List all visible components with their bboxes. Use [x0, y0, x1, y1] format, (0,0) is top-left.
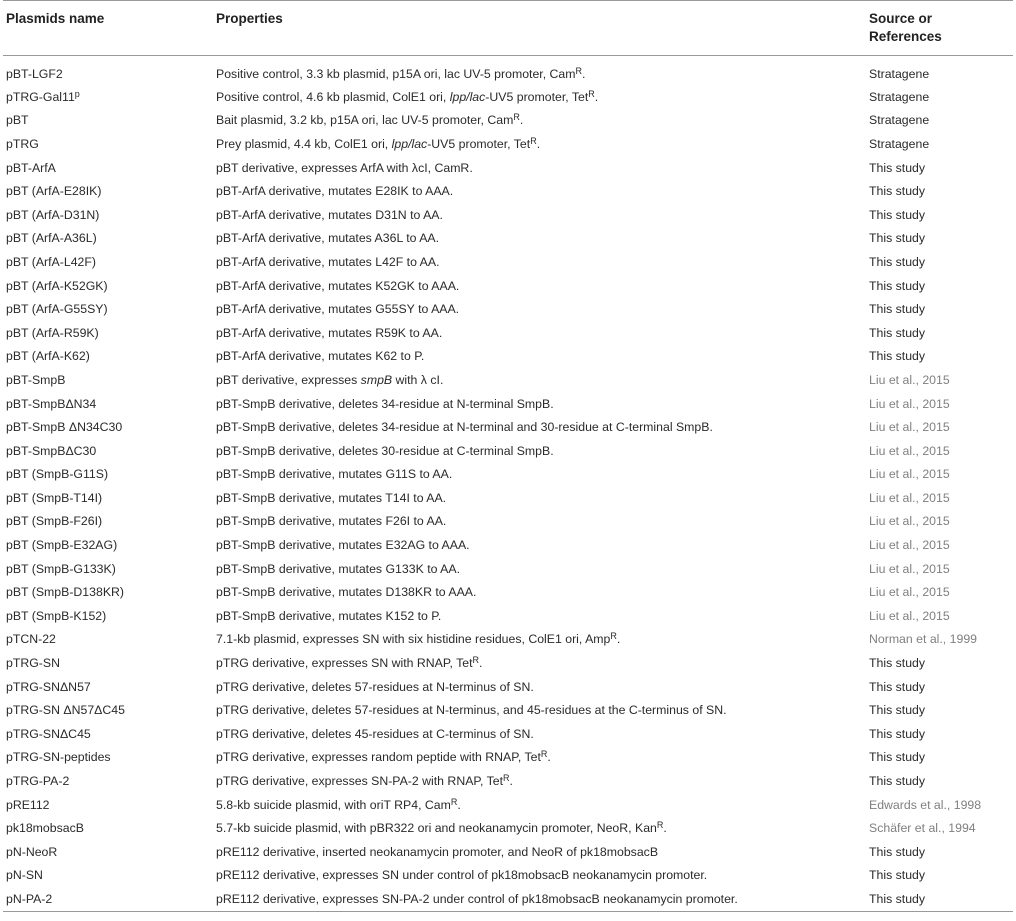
properties-cell — [216, 132, 869, 156]
plasmid-name: pBT (ArfA-G55SY) — [6, 302, 108, 317]
plasmid-name: pBT (ArfA-A36L) — [6, 231, 97, 246]
plasmid-name: pBT-ArfA — [6, 160, 56, 175]
properties-text: Positive control, 4.6 kb plasmid, ColE1 ori, — [216, 89, 450, 104]
plasmid-name: pBT (ArfA-K62) — [6, 349, 90, 364]
source-cell — [869, 368, 1013, 392]
source-cell — [869, 56, 1013, 86]
properties-text: pBT-SmpB derivative, mutates E32AG to AAA. — [216, 538, 470, 553]
plasmid-name: pTRG-SN — [6, 656, 60, 671]
plasmid-name: pBT (ArfA-R59K) — [6, 325, 99, 340]
properties-cell — [216, 510, 869, 534]
properties-cell — [216, 85, 869, 109]
header-properties: Properties — [216, 11, 283, 26]
table-row — [3, 132, 1013, 156]
plasmid-name-cell — [3, 179, 216, 203]
table-row — [3, 345, 1013, 369]
plasmid-name: pBT (ArfA-L42F) — [6, 254, 96, 269]
reference-link[interactable]: Liu et al., 2015 — [869, 514, 950, 529]
properties-text: pBT-ArfA derivative, mutates K62 to P. — [216, 349, 425, 364]
table-row — [3, 368, 1013, 392]
properties-tail: . — [663, 821, 667, 836]
reference-link[interactable]: Liu et al., 2015 — [869, 490, 950, 505]
table-row — [3, 85, 1013, 109]
source-cell — [869, 675, 1013, 699]
properties-tail: . — [457, 797, 461, 812]
source-cell — [869, 392, 1013, 416]
plasmid-name-cell — [3, 580, 216, 604]
table-row — [3, 628, 1013, 652]
properties-cell — [216, 250, 869, 274]
properties-cell — [216, 746, 869, 770]
table-row — [3, 816, 1013, 840]
plasmid-name: pBT-SmpB — [6, 372, 66, 387]
properties-text: Bait plasmid, 3.2 kb, p15A ori, lac UV-5 promoter, Cam — [216, 113, 514, 128]
plasmid-name: pBT-LGF2 — [6, 66, 63, 81]
properties-cell — [216, 604, 869, 628]
properties-text: pBT-ArfA derivative, mutates E28IK to AAA. — [216, 184, 454, 199]
source-text: This study — [869, 231, 926, 246]
resistance-superscript: R — [610, 631, 617, 642]
plasmid-name-cell — [3, 439, 216, 463]
reference-link[interactable]: Liu et al., 2015 — [869, 561, 950, 576]
plasmid-name-cell — [3, 510, 216, 534]
properties-text: pBT-SmpB derivative, mutates F26I to AA. — [216, 514, 447, 529]
properties-cell — [216, 415, 869, 439]
source-text: This study — [869, 750, 926, 765]
reference-link[interactable]: Norman et al., 1999 — [869, 632, 978, 647]
properties-tail: . — [616, 632, 621, 647]
properties-text: pRE112 derivative, expresses SN under control of pk18mobsacB neokanamycin promoter. — [216, 868, 708, 883]
table-row — [3, 840, 1013, 864]
properties-italic: lpp/lac — [449, 89, 486, 104]
table-row — [3, 746, 1013, 770]
plasmid-name-cell — [3, 698, 216, 722]
plasmid-name-cell — [3, 533, 216, 557]
plasmid-name: pBT (ArfA-E28IK) — [6, 184, 102, 199]
plasmid-name-cell — [3, 887, 216, 911]
properties-cell — [216, 580, 869, 604]
plasmid-name: pBT — [6, 113, 29, 128]
source-cell — [869, 227, 1013, 251]
table-row — [3, 675, 1013, 699]
plasmid-name: pBT (SmpB-G133K) — [6, 561, 116, 576]
plasmid-name-cell — [3, 486, 216, 510]
properties-text: pBT-ArfA derivative, mutates K52GK to AAA. — [216, 278, 460, 293]
source-cell — [869, 321, 1013, 345]
plasmid-name-cell — [3, 793, 216, 817]
plasmid-name: pTRG-SN ΔN57ΔC45 — [6, 703, 125, 718]
properties-cell — [216, 321, 869, 345]
plasmid-name-cell — [3, 604, 216, 628]
source-cell — [869, 840, 1013, 864]
properties-text: pBT-SmpB derivative, deletes 30-residue at C-terminal SmpB. — [216, 443, 554, 458]
table-row — [3, 651, 1013, 675]
properties-text: pBT-ArfA derivative, mutates G55SY to AAA. — [216, 302, 460, 317]
source-text: This study — [869, 254, 926, 269]
plasmid-name: pN-SN — [6, 868, 43, 883]
source-cell — [869, 250, 1013, 274]
table-row — [3, 722, 1013, 746]
properties-text: pBT-SmpB derivative, deletes 34-residue at N-terminal and 30-residue at C-terminal SmpB. — [216, 420, 713, 435]
plasmid-name: pBT (SmpB-K152) — [6, 608, 107, 623]
properties-text: pTRG derivative, expresses random peptide with RNAP, Tet — [216, 750, 541, 765]
source-cell — [869, 439, 1013, 463]
resistance-superscript: R — [513, 112, 520, 123]
table-row — [3, 274, 1013, 298]
source-cell — [869, 297, 1013, 321]
properties-text: pBT-SmpB derivative, mutates G133K to AA. — [216, 561, 461, 576]
plasmid-name: pBT-SmpBΔC30 — [6, 443, 97, 458]
plasmid-name-cell — [3, 274, 216, 298]
properties-text: 5.7-kb suicide plasmid, with pBR322 ori and neokanamycin promoter, NeoR, Kan — [216, 821, 657, 836]
reference-link[interactable]: Liu et al., 2015 — [869, 396, 950, 411]
plasmid-name-cell — [3, 746, 216, 770]
properties-text-cont: with λ cI. — [392, 372, 444, 387]
properties-cell — [216, 722, 869, 746]
plasmid-name: pBT (SmpB-D138KR) — [6, 585, 124, 600]
properties-cell — [216, 864, 869, 888]
properties-tail: . — [509, 774, 513, 789]
properties-text: pBT-SmpB derivative, deletes 34-residue at N-terminal SmpB. — [216, 396, 554, 411]
properties-text: pBT-ArfA derivative, mutates L42F to AA. — [216, 254, 440, 269]
table-row — [3, 250, 1013, 274]
properties-tail: . — [547, 750, 551, 765]
table-row — [3, 510, 1013, 534]
properties-text: pBT derivative, expresses — [216, 372, 361, 387]
source-cell — [869, 274, 1013, 298]
properties-text: pRE112 derivative, expresses SN-PA-2 under control of pk18mobsacB neokanamycin promoter. — [216, 891, 738, 906]
properties-cell — [216, 227, 869, 251]
source-text: This study — [869, 278, 926, 293]
plasmid-name-cell — [3, 415, 216, 439]
properties-text: pTRG derivative, expresses SN with RNAP, Tet — [216, 656, 473, 671]
properties-text: pRE112 derivative, inserted neokanamycin promoter, and NeoR of pk18mobsacB — [216, 844, 659, 859]
plasmid-name-cell — [3, 651, 216, 675]
source-cell — [869, 510, 1013, 534]
plasmid-name: pN-NeoR — [6, 844, 58, 859]
source-cell — [869, 746, 1013, 770]
source-cell — [869, 769, 1013, 793]
properties-text: pBT-SmpB derivative, mutates T14I to AA. — [216, 490, 447, 505]
properties-text: pBT-SmpB derivative, mutates K152 to P. — [216, 608, 442, 623]
properties-text: pBT-SmpB derivative, mutates G11S to AA. — [216, 467, 453, 482]
plasmid-name: pTCN-22 — [6, 632, 56, 647]
properties-cell — [216, 439, 869, 463]
source-text: This study — [869, 325, 926, 340]
plasmid-name-cell — [3, 250, 216, 274]
source-text: This study — [869, 184, 926, 199]
properties-tail: . — [479, 656, 483, 671]
source-cell — [869, 533, 1013, 557]
reference-link[interactable]: Edwards et al., 1998 — [869, 797, 982, 812]
resistance-superscript: R — [450, 796, 458, 807]
properties-text: pTRG derivative, deletes 57-residues at N-terminus, and 45-residues at the C-terminus of SN. — [216, 703, 727, 718]
plasmid-name-cell — [3, 227, 216, 251]
plasmid-name-cell — [3, 392, 216, 416]
table-row — [3, 297, 1013, 321]
properties-cell — [216, 56, 869, 86]
plasmid-name-cell — [3, 345, 216, 369]
table-row — [3, 580, 1013, 604]
plasmid-name-cell — [3, 463, 216, 487]
table-row — [3, 321, 1013, 345]
source-cell — [869, 109, 1013, 133]
properties-text: pBT-ArfA derivative, mutates A36L to AA. — [216, 231, 440, 246]
plasmid-name-cell — [3, 368, 216, 392]
table-row — [3, 156, 1013, 180]
source-text: This study — [869, 774, 926, 789]
source-text: This study — [869, 656, 926, 671]
source-text: This study — [869, 726, 926, 741]
source-cell — [869, 887, 1013, 911]
plasmid-name-cell — [3, 56, 216, 86]
plasmid-name-cell — [3, 109, 216, 133]
plasmid-name-superscript: p — [74, 88, 80, 99]
reference-link[interactable]: Liu et al., 2015 — [869, 372, 950, 387]
source-text: This study — [869, 703, 926, 718]
source-cell — [869, 816, 1013, 840]
source-text: Stratagene — [869, 136, 930, 151]
properties-cell — [216, 345, 869, 369]
plasmid-name: pBT (SmpB-F26I) — [6, 514, 103, 529]
properties-tail: . — [519, 113, 524, 128]
source-cell — [869, 179, 1013, 203]
plasmid-name-cell — [3, 156, 216, 180]
plasmid-name-cell — [3, 321, 216, 345]
plasmid-name-cell — [3, 864, 216, 888]
table-row — [3, 109, 1013, 133]
plasmid-name: pBT-SmpB ΔN34C30 — [6, 420, 123, 435]
properties-cell — [216, 533, 869, 557]
reference-link[interactable]: Liu et al., 2015 — [869, 608, 950, 623]
resistance-superscript: R — [540, 749, 548, 760]
table-row — [3, 56, 1013, 86]
properties-text: pBT-ArfA derivative, mutates R59K to AA. — [216, 325, 443, 340]
plasmid-name: pBT (SmpB-T14I) — [6, 490, 103, 505]
table-row — [3, 392, 1013, 416]
properties-text: pTRG derivative, deletes 57-residues at N-terminus of SN. — [216, 679, 534, 694]
resistance-superscript: R — [588, 88, 595, 99]
plasmid-name-cell — [3, 203, 216, 227]
properties-italic: smpB — [360, 372, 393, 387]
source-cell — [869, 628, 1013, 652]
plasmid-name: pTRG — [6, 136, 39, 151]
plasmid-name: pN-PA-2 — [6, 891, 53, 906]
source-cell — [869, 345, 1013, 369]
plasmid-name: pBT (ArfA-D31N) — [6, 207, 100, 222]
source-text: Stratagene — [869, 89, 930, 104]
plasmid-name: pBT (SmpB-G11S) — [6, 467, 109, 482]
properties-cell — [216, 557, 869, 581]
source-cell — [869, 415, 1013, 439]
resistance-superscript: R — [530, 135, 537, 146]
properties-cell — [216, 698, 869, 722]
properties-cell — [216, 156, 869, 180]
source-text: This study — [869, 207, 926, 222]
reference-link[interactable]: Liu et al., 2015 — [869, 467, 950, 482]
properties-text-cont: -UV5 promoter, Tet — [485, 89, 589, 104]
properties-text: pBT-SmpB derivative, mutates D138KR to AAA. — [216, 585, 477, 600]
table-row — [3, 463, 1013, 487]
header-plasmids-name: Plasmids name — [6, 11, 105, 26]
source-cell — [869, 651, 1013, 675]
table-row — [3, 533, 1013, 557]
source-cell — [869, 604, 1013, 628]
table-row — [3, 793, 1013, 817]
source-cell — [869, 486, 1013, 510]
properties-cell — [216, 793, 869, 817]
plasmid-name-cell — [3, 675, 216, 699]
source-cell — [869, 85, 1013, 109]
source-text: This study — [869, 844, 926, 859]
source-cell — [869, 557, 1013, 581]
table-row — [3, 415, 1013, 439]
properties-text: pBT derivative, expresses ArfA with λcI, CamR. — [216, 160, 473, 175]
header-source-line2: References — [869, 29, 942, 44]
source-text: Stratagene — [869, 66, 930, 81]
source-cell — [869, 580, 1013, 604]
table-row — [3, 769, 1013, 793]
header-source — [869, 1, 1013, 56]
properties-cell — [216, 297, 869, 321]
properties-cell — [216, 816, 869, 840]
properties-cell — [216, 274, 869, 298]
resistance-superscript: R — [656, 820, 664, 831]
source-cell — [869, 156, 1013, 180]
source-text: This study — [869, 302, 926, 317]
source-text: Stratagene — [869, 113, 930, 128]
plasmid-name-cell — [3, 297, 216, 321]
properties-cell — [216, 179, 869, 203]
plasmid-name: pTRG-SNΔN57 — [6, 679, 91, 694]
properties-cell — [216, 628, 869, 652]
source-cell — [869, 463, 1013, 487]
source-cell — [869, 132, 1013, 156]
properties-text: pBT-ArfA derivative, mutates D31N to AA. — [216, 207, 443, 222]
properties-cell — [216, 368, 869, 392]
header-source-line1: Source or — [869, 11, 933, 26]
properties-cell — [216, 769, 869, 793]
plasmid-name-cell — [3, 132, 216, 156]
source-text: This study — [869, 868, 926, 883]
plasmid-name: pTRG-SNΔC45 — [6, 726, 91, 741]
source-cell — [869, 722, 1013, 746]
table-row — [3, 864, 1013, 888]
plasmid-name: pk18mobsacB — [6, 821, 84, 836]
plasmid-name-cell — [3, 722, 216, 746]
source-text: This study — [869, 679, 926, 694]
resistance-superscript: R — [472, 655, 480, 666]
source-cell — [869, 864, 1013, 888]
properties-cell — [216, 675, 869, 699]
table-body — [3, 56, 1013, 912]
properties-cell — [216, 651, 869, 675]
plasmid-name-cell — [3, 628, 216, 652]
properties-text: pTRG derivative, expresses SN-PA-2 with RNAP, Tet — [216, 774, 504, 789]
properties-cell — [216, 463, 869, 487]
source-cell — [869, 793, 1013, 817]
table-row — [3, 604, 1013, 628]
table-row — [3, 698, 1013, 722]
source-text: This study — [869, 160, 926, 175]
plasmid-name-cell — [3, 840, 216, 864]
table-row — [3, 227, 1013, 251]
plasmid-name-cell — [3, 816, 216, 840]
properties-text: pTRG derivative, deletes 45-residues at C-terminus of SN. — [216, 726, 534, 741]
plasmid-name: pTRG-SN-peptides — [6, 750, 111, 765]
properties-cell — [216, 486, 869, 510]
plasmid-name: pBT (SmpB-E32AG) — [6, 538, 118, 553]
properties-italic: lpp/lac — [391, 136, 428, 151]
properties-text: 5.8-kb suicide plasmid, with oriT RP4, Cam — [216, 797, 451, 812]
reference-link[interactable]: Liu et al., 2015 — [869, 538, 950, 553]
plasmid-name: pBT-SmpBΔN34 — [6, 396, 97, 411]
source-cell — [869, 698, 1013, 722]
table-row — [3, 486, 1013, 510]
source-text: This study — [869, 349, 926, 364]
properties-cell — [216, 840, 869, 864]
table-row — [3, 179, 1013, 203]
source-cell — [869, 203, 1013, 227]
properties-cell — [216, 109, 869, 133]
properties-cell — [216, 203, 869, 227]
properties-tail: . — [536, 136, 541, 151]
reference-link[interactable]: Liu et al., 2015 — [869, 585, 950, 600]
plasmid-name: pRE112 — [6, 797, 50, 812]
properties-cell — [216, 392, 869, 416]
resistance-superscript: R — [503, 773, 510, 784]
plasmid-name: pTRG-PA-2 — [6, 774, 70, 789]
table-row — [3, 557, 1013, 581]
plasmid-name: pTRG-Gal11 — [6, 89, 75, 104]
properties-text: 7.1-kb plasmid, expresses SN with six histidine residues, ColE1 ori, Amp — [216, 632, 611, 647]
source-text: This study — [869, 891, 926, 906]
plasmid-name-cell — [3, 85, 216, 109]
properties-cell — [216, 887, 869, 911]
table-row — [3, 203, 1013, 227]
properties-tail: . — [594, 89, 599, 104]
table-header — [3, 1, 1013, 56]
plasmid-name-cell — [3, 557, 216, 581]
reference-link[interactable]: Schäfer et al., 1994 — [869, 821, 976, 836]
resistance-superscript: R — [575, 65, 583, 76]
properties-text: Positive control, 3.3 kb plasmid, p15A ori, lac UV-5 promoter, Cam — [216, 66, 576, 81]
table-row — [3, 887, 1013, 911]
plasmid-name-cell — [3, 769, 216, 793]
table-row — [3, 439, 1013, 463]
header-row — [3, 1, 1013, 56]
properties-tail: . — [582, 66, 586, 81]
reference-link[interactable]: Liu et al., 2015 — [869, 420, 950, 435]
properties-text-cont: -UV5 promoter, Tet — [427, 136, 531, 151]
reference-link[interactable]: Liu et al., 2015 — [869, 443, 950, 458]
properties-text: Prey plasmid, 4.4 kb, ColE1 ori, — [216, 136, 392, 151]
plasmid-table — [3, 0, 1013, 912]
plasmid-name: pBT (ArfA-K52GK) — [6, 278, 108, 293]
